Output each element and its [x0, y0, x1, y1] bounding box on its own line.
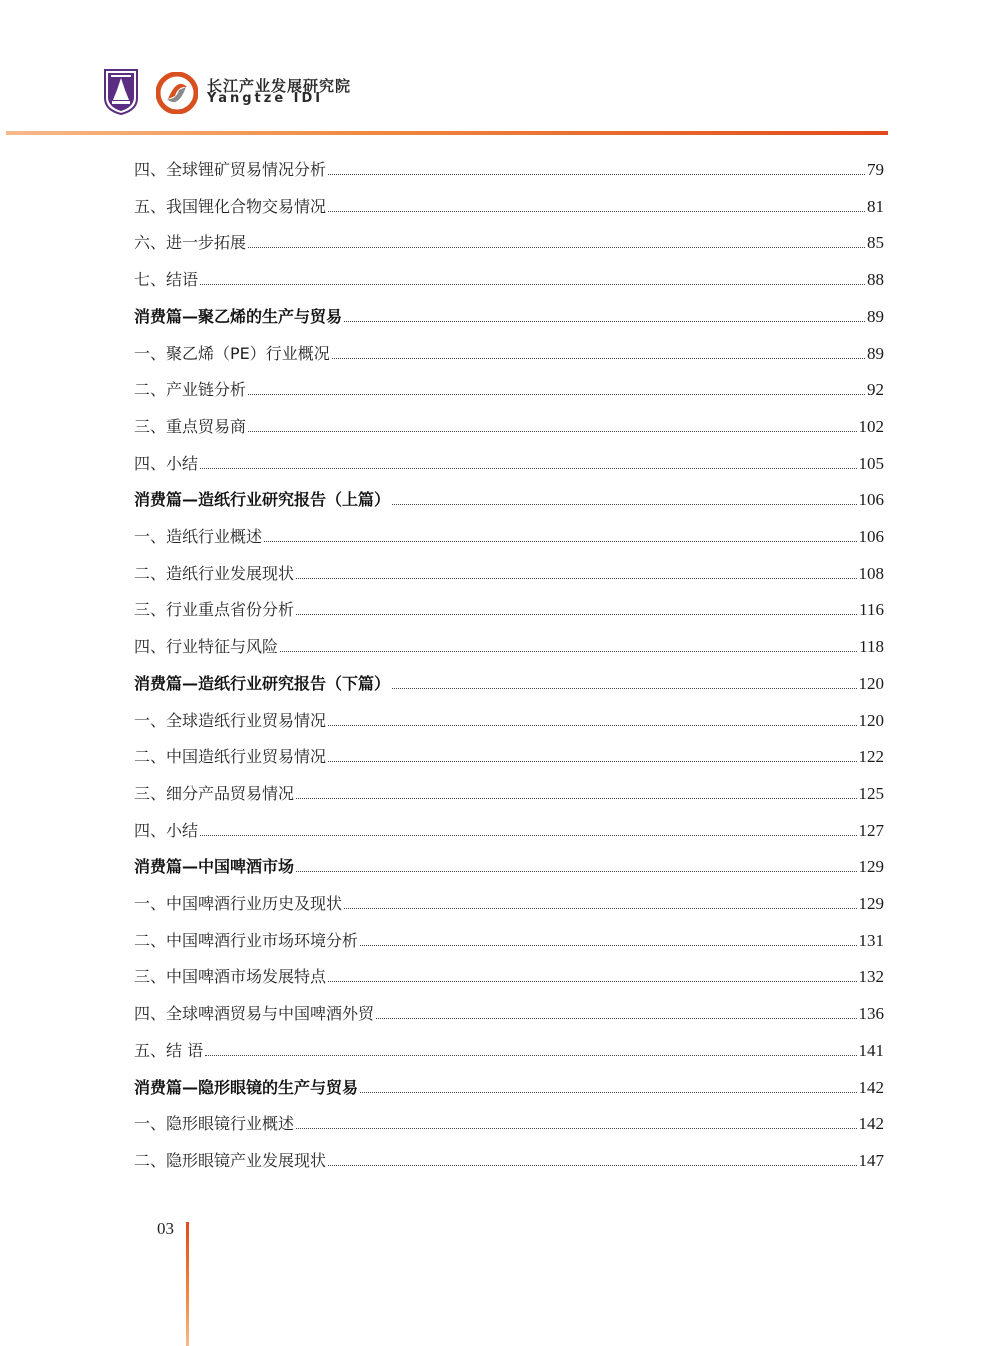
toc-section-heading[interactable] [134, 853, 884, 877]
toc-entry-title: 五、我国锂化合物交易情况 [134, 196, 327, 216]
toc-entry-title: 一、中国啤酒行业历史及现状 [134, 894, 343, 913]
toc-entry-page: 108 [858, 563, 884, 583]
toc-dot-leader [264, 541, 856, 542]
toc-dot-leader [296, 871, 856, 872]
toc-entry-page: 85 [867, 233, 884, 253]
toc-dot-leader [328, 1165, 856, 1166]
toc-entry-page: 131 [858, 930, 884, 950]
toc-dot-leader [328, 725, 856, 726]
toc-section-heading[interactable] [134, 1074, 884, 1098]
toc-entry-page: 106 [858, 527, 884, 546]
toc-dot-leader [248, 247, 865, 248]
toc-entry-title: 六、进一步拓展 [134, 233, 247, 253]
toc-entry[interactable] [134, 1037, 884, 1061]
toc-entry[interactable] [134, 780, 884, 804]
toc-entry-title: 三、行业重点省份分析 [134, 600, 295, 620]
toc-entry-title: 二、中国啤酒行业市场环境分析 [134, 930, 359, 950]
toc-entry-page: 142 [858, 1114, 884, 1134]
toc-dot-leader [360, 945, 856, 946]
toc-dot-leader [280, 651, 857, 652]
toc-dot-leader [344, 908, 856, 909]
toc-entry-page: 125 [858, 783, 884, 803]
toc-dot-leader [200, 468, 856, 469]
toc-entry[interactable] [134, 890, 884, 914]
header-divider [6, 131, 888, 135]
toc-entry-title: 四、小结 [134, 453, 199, 473]
toc-section-heading[interactable] [134, 303, 884, 327]
toc-entry-page: 106 [858, 490, 884, 510]
toc-entry-title: 一、造纸行业概述 [134, 527, 263, 546]
toc-entry-title: 三、中国啤酒市场发展特点 [134, 967, 327, 987]
toc-entry-title: 消费篇—造纸行业研究报告（上篇） [134, 490, 391, 510]
toc-entry-page: 141 [858, 1040, 884, 1060]
toc-dot-leader [200, 284, 865, 285]
toc-dot-leader [296, 1128, 856, 1129]
toc-dot-leader [296, 798, 856, 799]
toc-dot-leader [296, 614, 857, 615]
toc-entry-page: 89 [867, 343, 884, 363]
toc-entry-page: 120 [858, 710, 884, 730]
toc-entry[interactable] [134, 1147, 884, 1171]
toc-dot-leader [328, 211, 865, 212]
toc-entry-page: 122 [858, 747, 884, 767]
toc-entry[interactable] [134, 817, 884, 841]
toc-entry[interactable] [134, 963, 884, 987]
toc-entry-page: 147 [858, 1150, 884, 1170]
toc-entry[interactable] [134, 707, 884, 731]
university-seal-icon [103, 68, 139, 116]
toc-entry[interactable] [134, 413, 884, 437]
toc-entry[interactable] [134, 450, 884, 474]
toc-dot-leader [328, 981, 856, 982]
toc-entry[interactable] [134, 596, 884, 620]
toc-entry-page: 92 [867, 380, 884, 400]
toc-entry-title: 二、产业链分析 [134, 380, 247, 400]
toc-entry-title: 消费篇—聚乙烯的生产与贸易 [134, 306, 343, 326]
toc-entry-title: 二、隐形眼镜产业发展现状 [134, 1150, 327, 1170]
toc-entry-page: 79 [867, 160, 884, 179]
toc-dot-leader [328, 174, 865, 175]
toc-entry[interactable] [134, 633, 884, 657]
toc-entry-title: 三、重点贸易商 [134, 416, 247, 436]
toc-entry-title: 一、隐形眼镜行业概述 [134, 1114, 295, 1134]
toc-dot-leader [344, 321, 865, 322]
toc-entry[interactable] [134, 560, 884, 584]
page-number: 03 [157, 1219, 174, 1238]
toc-entry-page: 105 [858, 453, 884, 473]
toc-entry-page: 127 [858, 820, 884, 840]
toc-dot-leader [328, 761, 856, 762]
toc-entry[interactable] [134, 266, 884, 290]
page-header [0, 0, 992, 140]
toc-entry[interactable] [134, 156, 884, 180]
institute-name-cn: 长江产业发展研究院 [207, 77, 352, 95]
toc-entry[interactable] [134, 193, 884, 217]
toc-entry-title: 四、全球锂矿贸易情况分析 [134, 160, 327, 179]
toc-entry-title: 三、细分产品贸易情况 [134, 783, 295, 803]
toc-dot-leader [376, 1018, 856, 1019]
toc-entry-title: 七、结语 [134, 270, 199, 290]
institute-name-en: Yangtze IDI [207, 91, 324, 106]
toc-entry-title: 五、结 语 [134, 1040, 204, 1060]
toc-entry-title: 消费篇—造纸行业研究报告（下篇） [134, 673, 391, 693]
toc-entry[interactable] [134, 743, 884, 767]
toc-entry-page: 136 [858, 1004, 884, 1024]
toc-entry[interactable] [134, 927, 884, 951]
toc-entry-title: 四、小结 [134, 820, 199, 840]
toc-dot-leader [332, 358, 865, 359]
toc-entry-title: 四、行业特征与风险 [134, 637, 279, 657]
toc-dot-leader [248, 394, 865, 395]
toc-entry-page: 120 [858, 673, 884, 693]
toc-entry-page: 102 [858, 416, 884, 436]
toc-entry-page: 142 [858, 1077, 884, 1097]
toc-entry-title: 二、中国造纸行业贸易情况 [134, 747, 327, 767]
toc-dot-leader [248, 431, 856, 432]
toc-dot-leader [205, 1055, 856, 1056]
toc-entry-page: 88 [867, 270, 884, 290]
toc-entry[interactable] [134, 340, 884, 364]
toc-entry-page: 81 [867, 196, 884, 216]
toc-entry-page: 116 [859, 600, 884, 620]
toc-dot-leader [360, 1092, 856, 1093]
toc-entry[interactable] [134, 229, 884, 253]
toc-dot-leader [392, 504, 856, 505]
toc-entry[interactable] [134, 1000, 884, 1024]
toc-dot-leader [200, 835, 856, 836]
toc-entry-page: 132 [858, 967, 884, 987]
toc-section-heading[interactable] [134, 670, 884, 694]
toc-section-heading[interactable] [134, 486, 884, 510]
toc-entry[interactable] [134, 376, 884, 400]
toc-dot-leader [296, 578, 856, 579]
toc-entry-page: 89 [867, 306, 884, 326]
toc-entry-title: 消费篇—隐形眼镜的生产与贸易 [134, 1077, 359, 1097]
toc-entry-title: 一、全球造纸行业贸易情况 [134, 710, 327, 730]
toc-entry[interactable] [134, 523, 884, 547]
toc-dot-leader [392, 688, 856, 689]
institute-logo-icon [156, 72, 198, 114]
toc-entry-title: 二、造纸行业发展现状 [134, 563, 295, 583]
footer-divider [186, 1222, 189, 1346]
toc-entry[interactable] [134, 1110, 884, 1134]
toc-entry-page: 118 [859, 637, 884, 657]
toc-entry-title: 四、全球啤酒贸易与中国啤酒外贸 [134, 1004, 375, 1024]
toc-entry-page: 129 [858, 894, 884, 913]
toc-entry-page: 129 [858, 857, 884, 877]
toc-entry-title: 一、聚乙烯（PE）行业概况 [134, 343, 330, 363]
toc-entry-title: 消费篇—中国啤酒市场 [134, 857, 295, 877]
